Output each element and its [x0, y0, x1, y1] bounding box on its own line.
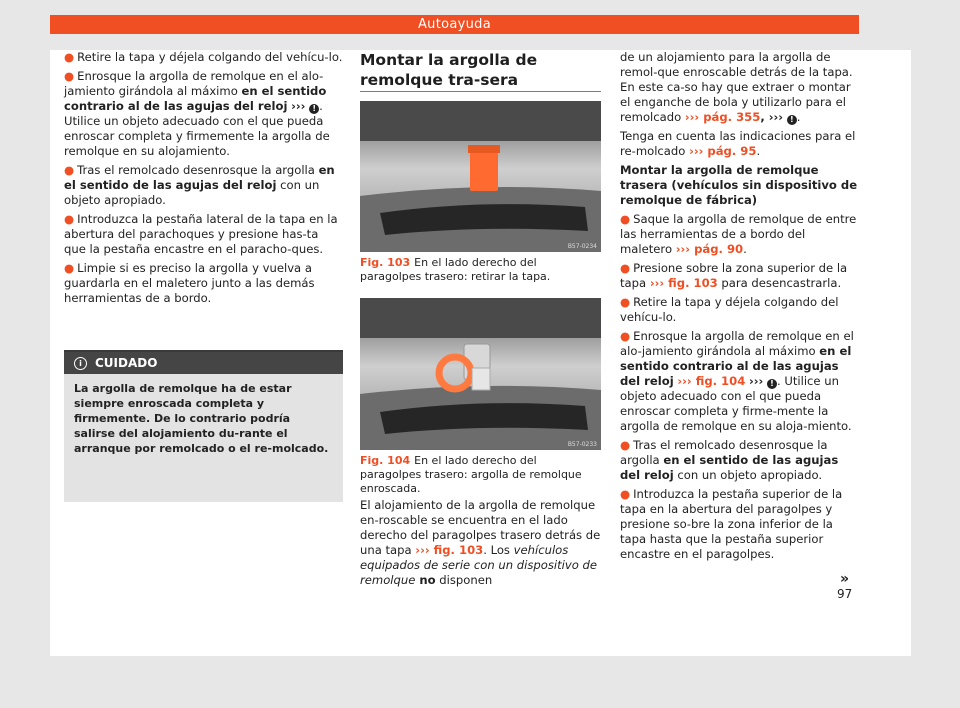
page-link[interactable]: ››› pág. 95 [689, 144, 757, 158]
emphasis-text: en el sentido contrario al de las agujas del reloj [620, 344, 852, 388]
page-link[interactable]: ››› pág. 90 [675, 242, 744, 256]
list-item-text: Limpie si es preciso la argolla y vuelva a guardarla en el maletero junto a las demás herramientas de a bordo. [64, 261, 315, 305]
list-item-text: Presione sobre la zona superior de la tapa [620, 261, 848, 290]
title-divider [360, 91, 601, 92]
bullet-icon: ● [620, 261, 631, 275]
bullet-icon: ● [620, 295, 631, 309]
caution-box [64, 350, 343, 502]
emphasis-text: no [415, 573, 436, 587]
bullet-icon: ● [620, 438, 631, 452]
emphasis-text: en el sentido contrario al de las agujas del reloj [64, 84, 327, 113]
figure-103-image [360, 101, 601, 252]
figure-code: B57-0233 [567, 441, 597, 448]
caution-text: La argolla de remolque ha de estar siempre enroscada completa y firmemente. De lo contrario podría salirse del alojamiento du-rante el arranque por remolcado o el re-molcado. [74, 382, 329, 455]
bullet-icon: ● [620, 212, 631, 226]
list-item: ● Enrosque la argolla de remolque en el alo-jamiento girándola al máximo en el sentido contrario al de las agujas del reloj ››› ! . Utilice un objeto adecuado con el que pueda enroscar completa y firmemente la argolla de remolque en su alojamiento. [64, 69, 330, 158]
list-item-text: Tras el remolcado desenrosque la argolla [77, 163, 319, 177]
page-number: 97 [837, 587, 853, 601]
list-item-text: Retire la tapa y déjela colgando del vehícu-lo. [77, 50, 343, 64]
subsection-heading: Montar la argolla de remolque trasera (vehículos sin dispositivo de remolque de fábrica) [620, 163, 858, 207]
list-item [620, 295, 860, 325]
column-right [620, 50, 860, 566]
list-item-text: Introduzca la pestaña lateral de la tapa en la abertura del parachoques y presione has-ta que la pestaña encastre en el paracho-ques. [64, 212, 338, 256]
bullet-icon: ● [64, 212, 75, 226]
paragraph-text: Tenga en cuenta las indicaciones para el re-molcado [620, 129, 856, 158]
caution-title: CUIDADO [95, 356, 158, 370]
italic-text: vehículos equipados de serie con un dispositivo de remolque [360, 543, 597, 587]
warning-icon: ! [767, 379, 777, 389]
list-item [620, 438, 860, 483]
caution-header [64, 352, 343, 374]
caption-text: En el lado derecho del paragolpes trasero: retirar la tapa. [360, 256, 551, 283]
figure-link[interactable]: ››› fig. 104 [677, 374, 746, 388]
paragraph-text: de un alojamiento para la argolla de remol-que enroscable detrás de la tapa. En este ca-so hay que extraer o montar el enganche de bola y utilizarlo para el remolcado [620, 50, 853, 124]
bullet-icon: ● [64, 261, 75, 275]
reference-arrow: ››› [748, 374, 764, 388]
paragraph-middle [360, 498, 601, 592]
list-item-text: . Utilice un objeto adecuado con el que pueda enroscar completa y firme-mente la argolla de remolque en su aloja-miento. [620, 374, 852, 433]
bumper-cover-illustration [360, 101, 601, 252]
list-item-text: Enrosque la argolla de remolque en el alo-jamiento girándola al máximo [620, 329, 854, 358]
list-item-text: Introduzca la pestaña superior de la tapa en la abertura del paragolpes y presione so-bre la zona inferior de la tapa hasta que la pestaña superior encastre en el paragolpes. [620, 487, 843, 561]
emphasis-text: en el sentido de las agujas del reloj [64, 163, 335, 192]
section-title: Montar la argolla de remolque tra-sera [360, 51, 538, 89]
list-item-text: Tras el remolcado desenrosque la argolla [620, 438, 828, 467]
paragraph-text: . Los [483, 543, 514, 557]
list-item-text: para desencastrarla. [717, 276, 842, 290]
figure-103-caption [360, 256, 601, 284]
warning-icon: ! [309, 104, 319, 114]
figure-number: Fig. 104 [360, 454, 411, 467]
figure-link[interactable]: ››› fig. 103 [415, 543, 484, 557]
emphasis-text: en el sentido de las agujas del reloj [620, 453, 839, 482]
figure-code: B57-0234 [567, 243, 597, 250]
bullet-icon: ● [620, 487, 631, 501]
list-item-text: con un objeto apropiado. [64, 178, 320, 207]
list-item: ● Saque la argolla de remolque de entre las herramientas de a bordo del maletero ››› pág. 90. [620, 212, 857, 256]
body-paragraph: Tenga en cuenta las indicaciones para el re-molcado ››› pág. 95. [620, 129, 856, 158]
list-item [620, 329, 860, 434]
column-left [64, 50, 343, 310]
list-item-text: Utilice un objeto adecuado con el que pueda enroscar completa y firmemente la argolla de remolque en su alojamiento. [64, 114, 330, 158]
list-item-text: Saque la argolla de remolque de entre las herramientas de a bordo del maletero [620, 212, 857, 256]
list-item [64, 50, 343, 65]
body-paragraph [360, 498, 601, 588]
column-middle [360, 50, 601, 94]
body-paragraph: de un alojamiento para la argolla de remol-que enroscable detrás de la tapa. En este ca-so hay que extraer o montar el enganche de bola y utilizarlo para el remolcado ››› pág. 355, ››› ! . [620, 50, 853, 124]
bullet-icon: ● [64, 69, 75, 83]
bullet-icon: ● [64, 50, 75, 64]
tow-hook-illustration [360, 298, 601, 450]
section-header: Autoayuda [50, 15, 859, 34]
figure-104-caption [360, 454, 601, 496]
figure-link[interactable]: ››› fig. 103 [649, 276, 718, 290]
figure-number: Fig. 103 [360, 256, 411, 269]
list-item [64, 261, 343, 306]
continue-arrow-icon: » [840, 571, 850, 587]
warning-icon: ! [787, 115, 797, 125]
page-link[interactable]: ››› pág. 355 [684, 110, 761, 124]
info-icon: i [74, 357, 87, 370]
bullet-icon: ● [64, 163, 75, 177]
list-item [620, 261, 860, 291]
list-item [64, 163, 343, 208]
list-item-text: Retire la tapa y déjela colgando del vehícu-lo. [620, 295, 839, 324]
paragraph-text: El alojamiento de la argolla de remolque en-roscable se encuentra en el lado derecho del paragolpes trasero detrás de una tapa [360, 498, 601, 557]
bullet-icon: ● [620, 329, 631, 343]
caption-text: En el lado derecho del paragolpes trasero: argolla de remolque enroscada. [360, 454, 582, 495]
list-item-text: Enrosque la argolla de remolque en el alo-jamiento girándola al máximo [64, 69, 324, 98]
list-item-text: con un objeto apropiado. [673, 468, 823, 482]
list-item [64, 212, 343, 257]
figure-104-image [360, 298, 601, 450]
paragraph-text: disponen [435, 573, 493, 587]
reference-arrow: ››› [291, 99, 306, 113]
list-item [620, 487, 860, 562]
reference-arrow: , ››› [760, 110, 784, 124]
